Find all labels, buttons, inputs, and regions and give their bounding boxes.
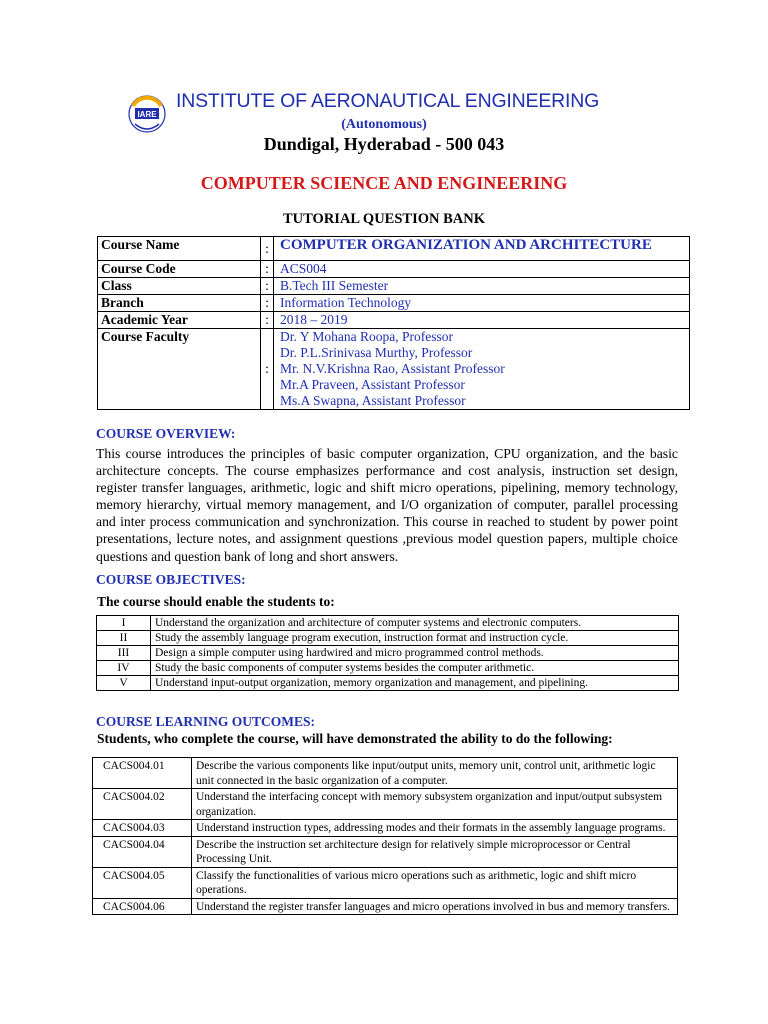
objective-row (97, 676, 679, 691)
branch-value: Information Technology (274, 295, 690, 312)
faculty-label: Course Faculty (98, 329, 261, 410)
outcome-text: Understand the interfacing concept with memory subsystem organization and input/output subsystem organization. (192, 789, 678, 820)
outcomes-table (92, 757, 678, 915)
outcome-code: CACS004.01 (93, 758, 192, 789)
overview-heading: COURSE OVERVIEW: (96, 426, 236, 441)
institute-name: INSTITUTE OF AERONAUTICAL ENGINEERING (176, 90, 600, 112)
outcome-row (93, 758, 678, 789)
faculty-member: Ms.A Swapna, Assistant Professor (280, 393, 466, 408)
document-title: TUTORIAL QUESTION BANK (283, 211, 485, 227)
course-code-row (98, 261, 690, 278)
academic-year-label: Academic Year (98, 312, 261, 329)
class-value: B.Tech III Semester (274, 278, 690, 295)
outcome-code: CACS004.05 (93, 867, 192, 898)
faculty-member: Mr. N.V.Krishna Rao, Assistant Professor (280, 361, 505, 376)
course-info-table (97, 236, 690, 410)
faculty-list (274, 329, 690, 410)
outcome-text: Understand the register transfer languages and micro operations involved in bus and memory transfers. (192, 898, 678, 915)
colon: : (261, 261, 274, 278)
class-row (98, 278, 690, 295)
branch-row (98, 295, 690, 312)
class-label: Class (98, 278, 261, 295)
objectives-table (96, 615, 679, 691)
outcome-code: CACS004.03 (93, 820, 192, 837)
objective-row (97, 616, 679, 631)
objective-text: Understand the organization and architecture of computer systems and electronic computers. (151, 616, 679, 631)
objective-number: II (97, 631, 151, 646)
objective-text: Study the basic components of computer systems besides the computer arithmetic. (151, 661, 679, 676)
faculty-row (98, 329, 690, 410)
outcome-row (93, 820, 678, 837)
colon: : (261, 329, 274, 410)
outcome-text: Classify the functionalities of various micro operations such as arithmetic, logic and shift micro operations. (192, 867, 678, 898)
outcome-text: Understand instruction types, addressing modes and their formats in the assembly language programs. (192, 820, 678, 837)
objective-number: I (97, 616, 151, 631)
faculty-member: Dr. P.L.Srinivasa Murthy, Professor (280, 345, 473, 360)
outcomes-heading: COURSE LEARNING OUTCOMES: (96, 714, 316, 729)
colon: : (261, 295, 274, 312)
autonomous-label: (Autonomous) (341, 117, 427, 132)
academic-year-value: 2018 – 2019 (274, 312, 690, 329)
outcome-row (93, 898, 678, 915)
outcomes-intro: Students, who complete the course, will have demonstrated the ability to do the following: (97, 731, 613, 746)
objective-row (97, 646, 679, 661)
outcome-row (93, 836, 678, 867)
course-name-value: COMPUTER ORGANIZATION AND ARCHITECTURE (274, 237, 690, 261)
course-code-value: ACS004 (274, 261, 690, 278)
objective-number: III (97, 646, 151, 661)
course-name-label: Course Name (98, 237, 261, 261)
outcome-text: Describe the various components like input/output units, memory unit, control unit, arithmetic logic unit connected in the basic organization of a computer. (192, 758, 678, 789)
objective-text: Understand input-output organization, memory organization and management, and pipelining. (151, 676, 679, 691)
branch-label: Branch (98, 295, 261, 312)
faculty-member: Mr.A Praveen, Assistant Professor (280, 377, 465, 392)
course-code-label: Course Code (98, 261, 261, 278)
outcome-row (93, 867, 678, 898)
objective-text: Study the assembly language program execution, instruction format and instruction cycle. (151, 631, 679, 646)
objectives-heading: COURSE OBJECTIVES: (96, 572, 246, 587)
outcome-text: Describe the instruction set architecture design for relatively simple microprocessor or Central Processing Unit. (192, 836, 678, 867)
outcome-row (93, 789, 678, 820)
institute-address: Dundigal, Hyderabad - 500 043 (263, 134, 505, 154)
objective-number: V (97, 676, 151, 691)
objective-row (97, 631, 679, 646)
department-title: COMPUTER SCIENCE AND ENGINEERING (200, 173, 568, 193)
objective-row (97, 661, 679, 676)
objective-number: IV (97, 661, 151, 676)
outcome-code: CACS004.06 (93, 898, 192, 915)
outcome-code: CACS004.04 (93, 836, 192, 867)
colon: : (261, 278, 274, 295)
academic-year-row (98, 312, 690, 329)
overview-text: This course introduces the principles of basic computer organization, CPU organization, and the basic architecture concepts. The course emphasizes performance and cost analysis, instruction set design, register transfer languages, arithmetic, logic and shift micro operations, pipelining, memory technology, memory hierarchy, virtual memory management, and I/O organization of computer, parallel processing and inter process communication and synchronization. This course in reached to student by power point presentations, lecture notes, and assignment questions ,previous model question papers, multiple choice questions and question bank of long and short answers. (96, 446, 678, 564)
objectives-intro: The course should enable the students to: (97, 594, 335, 609)
colon: : (261, 312, 274, 329)
objective-text: Design a simple computer using hardwired and micro programmed control methods. (151, 646, 679, 661)
svg-text:IARE: IARE (137, 110, 157, 119)
colon: : (261, 237, 274, 261)
faculty-member: Dr. Y Mohana Roopa, Professor (280, 329, 453, 344)
outcome-code: CACS004.02 (93, 789, 192, 820)
course-name-row (98, 237, 690, 261)
